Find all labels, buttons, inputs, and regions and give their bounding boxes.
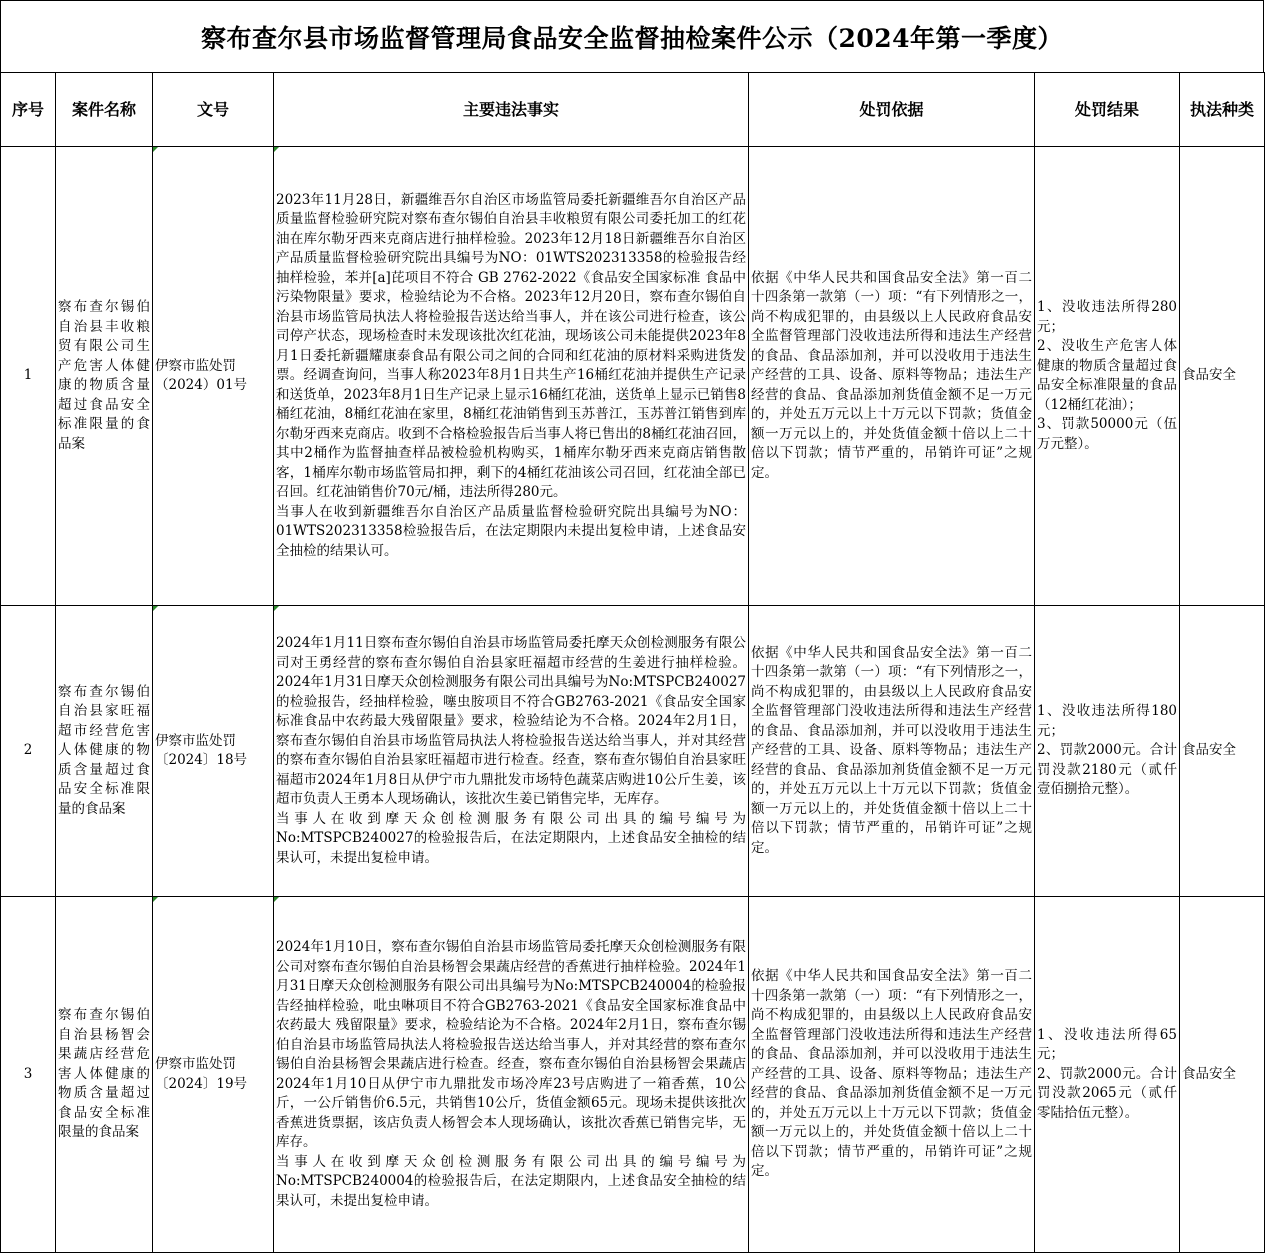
header-case-name: 案件名称: [56, 73, 153, 147]
facts-paragraph: 2024年1月10日，察布查尔锡伯自治县市场监管局委托摩天众创检测服务有限公司对察布查尔锡伯自治县杨智会果蔬店经营的香蕉进行抽样检验。2024年1月31日摩天众创检测服务有限公司出具编号为No:MTSPCB240004的检验报告经抽样检验，吡虫啉项目不符合GB2763-2021《食品安全国家标准食品中农药最大 残留限量》要求，检验结论为不合格。2024年2月1日，察布查尔锡伯自治县市场监管局执法人将检验报告送达给当事人，并对其经营的察布查尔锡伯自治县杨智会果蔬店进行检查。经查，察布查尔锡伯自治县杨智会果蔬店2024年1月10日从伊宁市九鼎批发市场冷库23号店购进了一箱香蕉，10公斤，一公斤销售价6.5元，共销售10公斤，货值金额65元。现场未提供该批次香蕉进货票据，该店负责人杨智会本人现场确认，该批次香蕉已销售完毕，无库存。: [276, 939, 746, 1150]
case-facts: [274, 897, 749, 1253]
case-no: 1: [1, 147, 56, 606]
case-name: 察布查尔锡伯自治县家旺福超市经营危害人体健康的物质含量超过食品安全标准限量的食品案: [56, 606, 153, 897]
header-doc-number: 文号: [153, 73, 274, 147]
page-title: 察布查尔县市场监督管理局食品安全监督抽检案件公示（2024年第一季度）: [0, 0, 1264, 72]
case-name: 察布查尔锡伯自治县丰收粮贸有限公司生产危害人体健康的物质含量超过食品安全标准限量的食品案: [56, 147, 153, 606]
case-name: 察布查尔锡伯自治县杨智会果蔬店经营危害人体健康的物质含量超过食品安全标准限量的食品案: [56, 897, 153, 1253]
case-no: 3: [1, 897, 56, 1253]
header-type: 执法种类: [1180, 73, 1265, 147]
cell-marker-icon: [274, 606, 279, 611]
table-row: [1, 897, 1265, 1253]
facts-paragraph: 2023年11月28日，新疆维吾尔自治区市场监管局委托新疆维吾尔自治区产品质量监督检验研究院对察布查尔锡伯自治县丰收粮贸有限公司委托加工的红花油在库尔勒牙西来克商店进行抽样检验。2023年12月18日新疆维吾尔自治区产品质量监督检验研究院出具编号为NO：01WTS202313358的检验报告经抽样检验，苯并[a]芘项目不符合 GB 2762-2022《食品安全国家标准 食品中污染物限量》要求，检验结论为不合格。2023年12月20日，察布查尔锡伯自治县市场监管局执法人将检验报告送达给当事人，并在该公司进行检查，该公司停产状态，现场检查时未发现该批次红花油，现场该公司未能提供2023年8月1日委托新疆耀康泰食品有限公司之间的合同和红花油的原材料采购进货发票。经调查询问，当事人称2023年8月1日共生产16桶红花油并提供生产记录和送货单，2023年8月1日生产记录上显示16桶红花油，送货单上显示已销售8桶红花油，8桶红花油在家里，8桶红花油销售到玉苏普江，玉苏普江销售到库尔勒牙西来克商店。收到不合格检验报告后当事人将已售出的8桶红花油召回，其中2桶作为监督抽查样品被检验机构购买，1桶库尔勒牙西来克商店销售散客，1桶库尔勒市场监管局扣押，剩下的4桶红花油该公司召回，红花油全部已召回。红花油销售价70元/桶，违法所得280元。: [276, 191, 746, 501]
case-facts: [274, 606, 749, 897]
case-basis: 依据《中华人民共和国食品安全法》第一百二十四条第一款第（一）项：“有下列情形之一，尚不构成犯罪的，由县级以上人民政府食品安全监督管理部门没收违法所得和违法生产经营的食品、食品添加剂，并可以没收用于违法生产经营的工具、设备、原料等物品；违法生产经营的食品、食品添加剂货值金额不足一万元的，并处五万元以上十万元以下罚款；货值金额一万元以上的，并处货值金额十倍以上二十倍以下罚款；情节严重的，吊销许可证”之规定。: [749, 147, 1035, 606]
facts-paragraph: 当事人在收到摩天众创检测服务有限公司出具的编号编号为No:MTSPCB240027的检验报告后，在法定期限内，上述食品安全抽检的结果认可，未提出复检申请。: [276, 810, 746, 866]
case-type: 食品安全: [1180, 147, 1265, 606]
header-row: [1, 73, 1265, 147]
header-no: 序号: [1, 73, 56, 147]
case-basis: 依据《中华人民共和国食品安全法》第一百二十四条第一款第（一）项：“有下列情形之一，尚不构成犯罪的，由县级以上人民政府食品安全监督管理部门没收违法所得和违法生产经营的食品、食品添加剂，并可以没收用于违法生产经营的工具、设备、原料等物品；违法生产经营的食品、食品添加剂货值金额不足一万元的，并处五万元以上十万元以下罚款；货值金额一万元以上的，并处货值金额十倍以上二十倍以下罚款；情节严重的，吊销许可证”之规定。: [749, 897, 1035, 1253]
case-doc-text: 伊察市监处罚（2024）01号: [155, 357, 248, 393]
case-result: 1、没收违法所得180元； 2、罚款2000元。合计罚没款2180元（贰仟壹佰捌拾元整）。: [1035, 606, 1180, 897]
cell-marker-icon: [153, 897, 158, 902]
case-result: 1、没收违法所得65元； 2、罚款2000元。合计罚没款2065元（贰仟零陆拾伍元整）。: [1035, 897, 1180, 1253]
case-doc-number: [153, 606, 274, 897]
case-basis: 依据《中华人民共和国食品安全法》第一百二十四条第一款第（一）项：“有下列情形之一，尚不构成犯罪的，由县级以上人民政府食品安全监督管理部门没收违法所得和违法生产经营的食品、食品添加剂，并可以没收用于违法生产经营的工具、设备、原料等物品；违法生产经营的食品、食品添加剂货值金额不足一万元的，并处五万元以上十万元以下罚款；货值金额一万元以上的，并处货值金额十倍以上二十倍以下罚款；情节严重的，吊销许可证”之规定。: [749, 606, 1035, 897]
facts-paragraph: 当事人在收到新疆维吾尔自治区产品质量监督检验研究院出具编号为NO：01WTS202313358检验报告后，在法定期限内未提出复检申请，上述食品安全抽检的结果认可。: [276, 503, 746, 559]
case-doc-number: [153, 147, 274, 606]
case-doc-number: [153, 897, 274, 1253]
case-result: 1、没收违法所得280元； 2、没收生产危害人体健康的物质含量超过食品安全标准限量的食品（12桶红花油）； 3、罚款50000元（伍万元整）。: [1035, 147, 1180, 606]
table-row: [1, 606, 1265, 897]
header-facts: 主要违法事实: [274, 73, 749, 147]
case-doc-text: 伊察市监处罚〔2024〕18号: [155, 732, 248, 768]
case-doc-text: 伊察市监处罚〔2024〕19号: [155, 1056, 248, 1092]
facts-paragraph: 当事人在收到摩天众创检测服务有限公司出具的编号编号为No:MTSPCB240004的检验报告后，在法定期限内，上述食品安全抽检的结果认可，未提出复检申请。: [276, 1153, 746, 1209]
cell-marker-icon: [274, 897, 279, 902]
table-row: [1, 147, 1265, 606]
header-result: 处罚结果: [1035, 73, 1180, 147]
header-basis: 处罚依据: [749, 73, 1035, 147]
cell-marker-icon: [153, 606, 158, 611]
case-type: 食品安全: [1180, 897, 1265, 1253]
case-facts: [274, 147, 749, 606]
cell-marker-icon: [274, 147, 279, 152]
case-table: [0, 72, 1265, 1253]
case-type: 食品安全: [1180, 606, 1265, 897]
facts-paragraph: 2024年1月11日察布查尔锡伯自治县市场监管局委托摩天众创检测服务有限公司对王勇经营的察布查尔锡伯自治县家旺福超市经营的生姜进行抽样检验。2024年1月31日摩天众创检测服务有限公司出具编号为No:MTSPCB240027的检验报告，经抽样检验，噻虫胺项目不符合GB2763-2021《食品安全国家标准食品中农药最大残留限量》要求，检验结论为不合格。2024年2月1日，察布查尔锡伯自治县市场监管局执法人将检验报告送达给当事人，并对其经营的察布查尔锡伯自治县家旺福超市进行检查。经查，察布查尔锡伯自治县家旺福超市2024年1月8日从伊宁市九鼎批发市场特色蔬菜店购进10公斤生姜，该超市负责人王勇本人现场确认，该批次生姜已销售完毕，无库存。: [276, 635, 746, 807]
case-no: 2: [1, 606, 56, 897]
cell-marker-icon: [153, 147, 158, 152]
